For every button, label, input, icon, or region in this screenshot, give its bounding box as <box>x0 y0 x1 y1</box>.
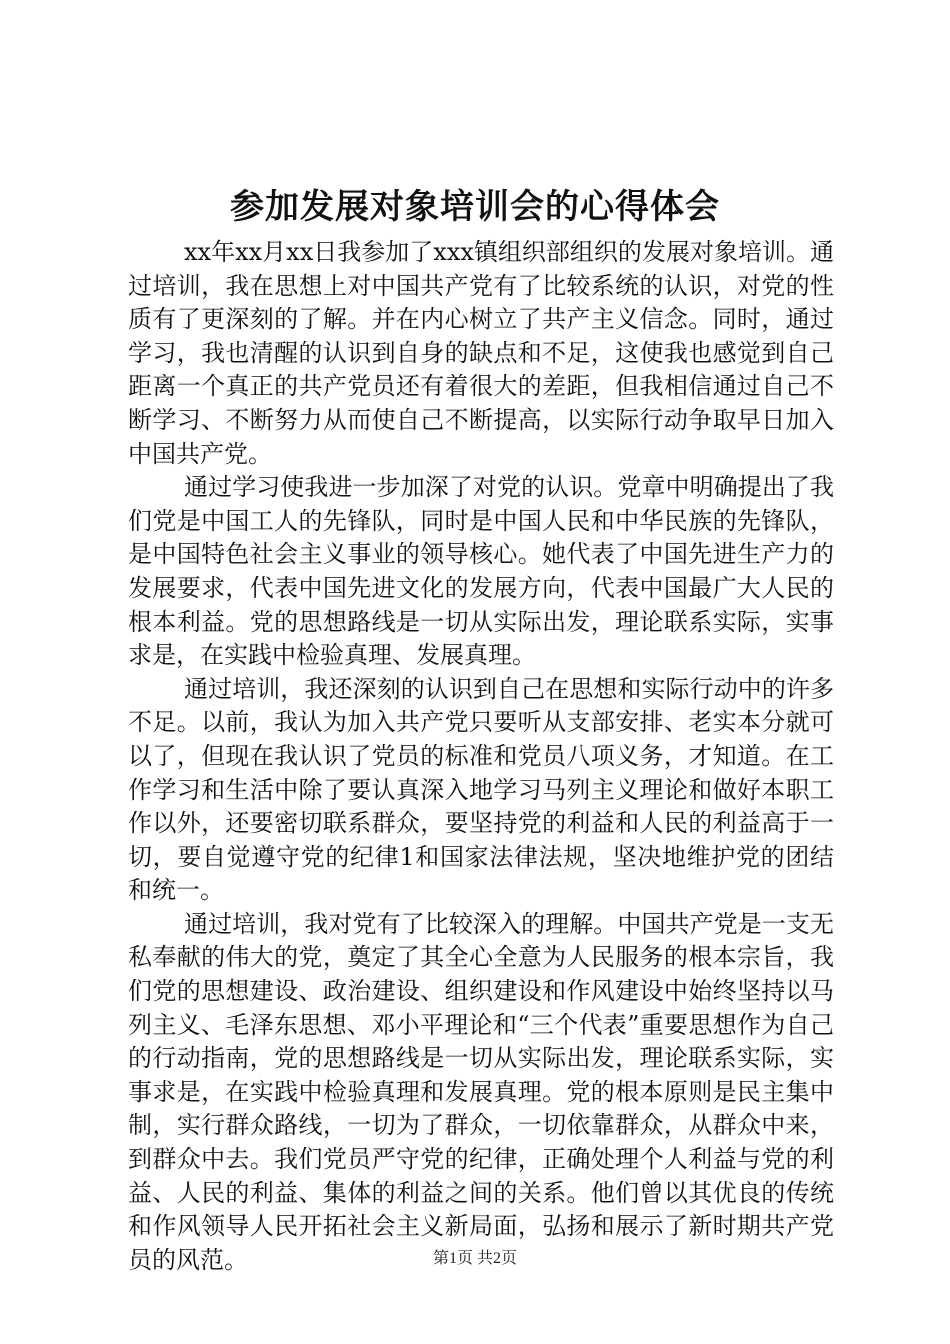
page-number-footer: 第1页 共2页 <box>432 1250 517 1267</box>
paragraph-2: 通过学习使我进一步加深了对党的认识。党章中明确提出了我们党是中国工人的先锋队，同时是中国人民和中华民族的先锋队，是中国特色社会主义事业的领导核心。她代表了中国先进生产力的发展要求，代表中国先进文化的发展方向，代表中国最广大人民的根本利益。党的思想路线是一切从实际出发，理论联系实际，实事求是，在实践中检验真理、发展真理。 <box>128 473 834 670</box>
paragraph-4: 通过培训，我对党有了比较深入的理解。中国共产党是一支无私奉献的伟大的党，奠定了其全心全意为人民服务的根本宗旨，我们党的思想建设、政治建设、组织建设和作风建设中始终坚持以马列主义、毛泽东思想、邓小平理论和“三个代表”重要思想作为自己的行动指南，党的思想路线是一切从实际出发，理论联系实际，实事求是，在实践中检验真理和发展真理。党的根本原则是民主集中制，实行群众路线，一切为了群众，一切依靠群众，从群众中来，到群众中去。我们党员严守党的纪律，正确处理个人利益与党的利益、人民的利益、集体的利益之间的关系。他们曾以其优良的传统和作风领导人民开拓社会主义新局面，弘扬和展示了新时期共产党员的风范。 <box>128 909 834 1274</box>
paragraph-3: 通过培训，我还深刻的认识到自己在思想和实际行动中的许多不足。以前，我认为加入共产党只要听从支部安排、老实本分就可以了，但现在我认识了党员的标准和党员八项义务，才知道。在工作学习和生活中除了要认真深入地学习马列主义理论和做好本职工作以外，还要密切联系群众，要坚持党的利益和人民的利益高于一切，要自觉遵守党的纪律1和国家法律法规，坚决地维护党的团结和统一。 <box>128 674 834 905</box>
paragraph-1: xx年xx月xx日我参加了xxx镇组织部组织的发展对象培训。通过培训，我在思想上对中国共产党有了比较系统的认识，对党的性质有了更深刻的了解。并在内心树立了共产主义信念。同时，通过学习，我也清醒的认识到自身的缺点和不足，这使我也感觉到自己距离一个真正的共产党员还有着很大的差距，但我相信通过自己不断学习、不断努力从而使自己不断提高，以实际行动争取早日加入中国共产党。 <box>128 238 834 468</box>
document-body <box>128 236 834 1277</box>
document-title: 参加发展对象培训会的心得体会 <box>230 187 720 227</box>
